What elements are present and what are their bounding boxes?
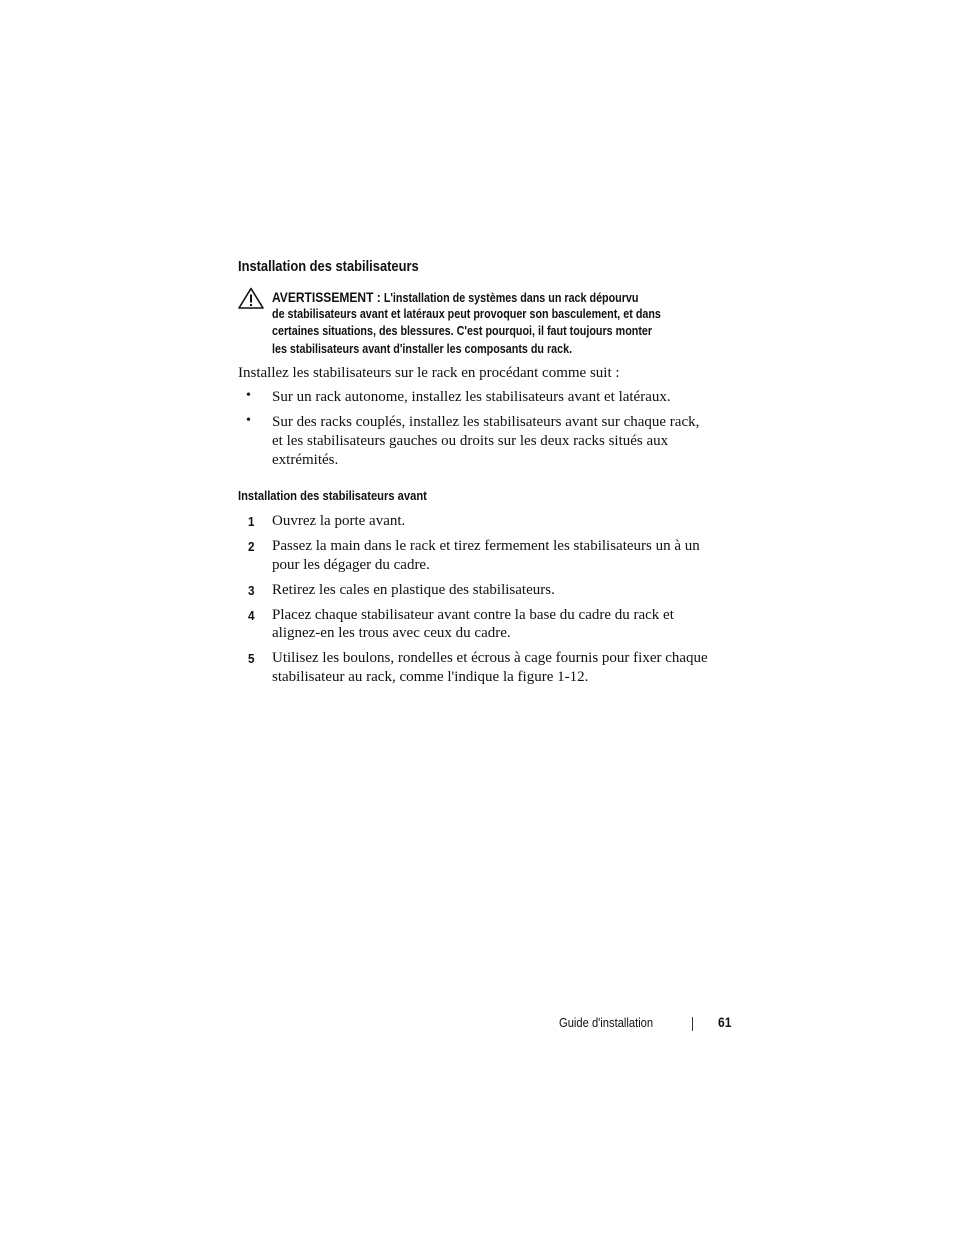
step-text: Passez la main dans le rack et tirez fermement les stabilisateurs un à un xyxy=(272,538,700,554)
section-heading: Installation des stabilisateurs xyxy=(238,258,419,275)
list-item: extrémités. xyxy=(272,452,339,468)
step-text: Utilisez les boulons, rondelles et écrous à cage fournis pour fixer chaque xyxy=(272,650,708,666)
list-item: et les stabilisateurs gauches ou droits sur les deux racks situés aux xyxy=(272,433,669,449)
step-number: 4 xyxy=(248,608,255,623)
warning-text: certaines situations, des blessures. C'est pourquoi, il faut toujours monter xyxy=(272,324,653,338)
subsection-heading: Installation des stabilisateurs avant xyxy=(238,488,427,503)
list-item: Sur un rack autonome, installez les stabilisateurs avant et latéraux. xyxy=(272,389,671,405)
step-text: Retirez les cales en plastique des stabilisateurs. xyxy=(272,582,555,598)
warning-text: L'installation de systèmes dans un rack dépourvu xyxy=(383,291,639,305)
bullet-marker: • xyxy=(246,388,251,403)
warning-label: AVERTISSEMENT : xyxy=(272,289,381,305)
step-number: 1 xyxy=(248,514,255,529)
step-text: alignez-en les trous avec ceux du cadre. xyxy=(272,625,511,641)
step-text: stabilisateur au rack, comme l'indique la figure 1-12. xyxy=(272,669,589,685)
footer-separator xyxy=(692,1017,693,1031)
intro-text: Installez les stabilisateurs sur le rack en procédant comme suit : xyxy=(238,365,620,381)
step-text: Placez chaque stabilisateur avant contre la base du cadre du rack et xyxy=(272,607,674,623)
step-number: 3 xyxy=(248,583,255,598)
warning-text: de stabilisateurs avant et latéraux peut provoquer son basculement, et dans xyxy=(272,307,661,321)
page-number: 61 xyxy=(718,1014,732,1030)
step-number: 2 xyxy=(248,539,255,554)
list-item: Sur des racks couplés, installez les stabilisateurs avant sur chaque rack, xyxy=(272,414,700,430)
step-number: 5 xyxy=(248,651,255,666)
bullet-marker: • xyxy=(246,413,251,428)
step-text: Ouvrez la porte avant. xyxy=(272,513,406,529)
warning-triangle-icon xyxy=(238,287,264,309)
warning-line-1 xyxy=(272,289,638,305)
footer-title: Guide d'installation xyxy=(559,1015,654,1030)
warning-text: les stabilisateurs avant d'installer les composants du rack. xyxy=(272,342,573,356)
step-text: pour les dégager du cadre. xyxy=(272,557,430,573)
